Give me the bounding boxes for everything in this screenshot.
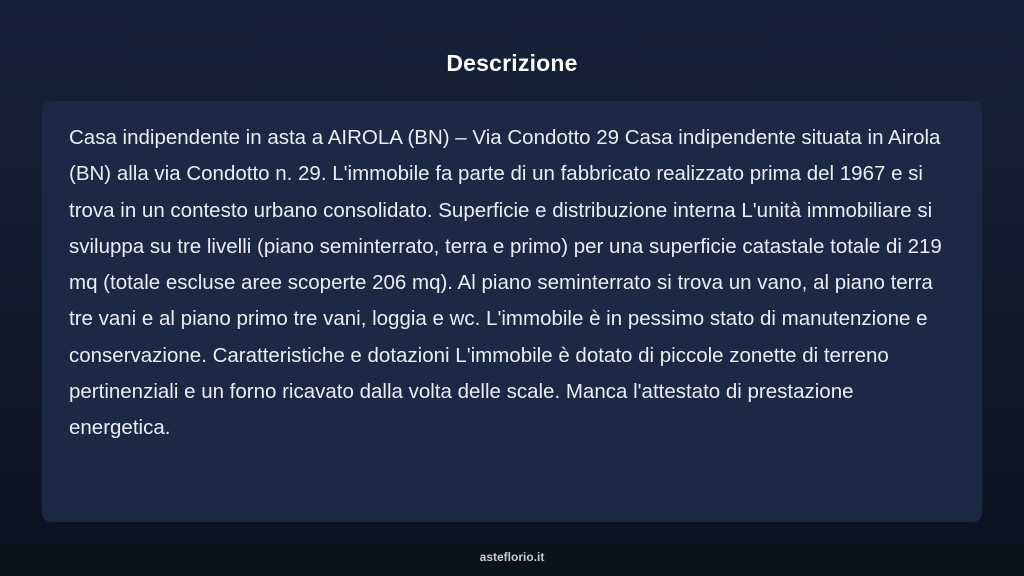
page-title: Descrizione [446,50,578,76]
description-card [42,101,982,522]
footer-site-label: asteflorio.it [479,550,545,564]
description-text: Casa indipendente in asta a AIROLA (BN) – Via Condotto 29 Casa indipendente situata in Airola (BN) alla via Condotto n. 29. L'immobile fa parte di un fabbricato realizzato prima del 1967 e si trova in un contesto urbano consolidato. Superficie e distribuzione interna L'unità immobiliare si sviluppa su tre livelli (piano seminterrato, terra e primo) per una superficie catastale totale di 219 mq (totale escluse aree scoperte 206 mq). Al piano seminterrato si trova un vano, al piano terra tre vani e al piano primo tre vani, loggia e wc. L'immobile è in pessimo stato di manutenzione e conservazione. Caratteristiche e dotazioni L'immobile è dotato di piccole zonette di terreno pertinenziali e un forno ricavato dalla volta delle scale. Manca l'attestato di prestazione energetica. [69,126,942,440]
